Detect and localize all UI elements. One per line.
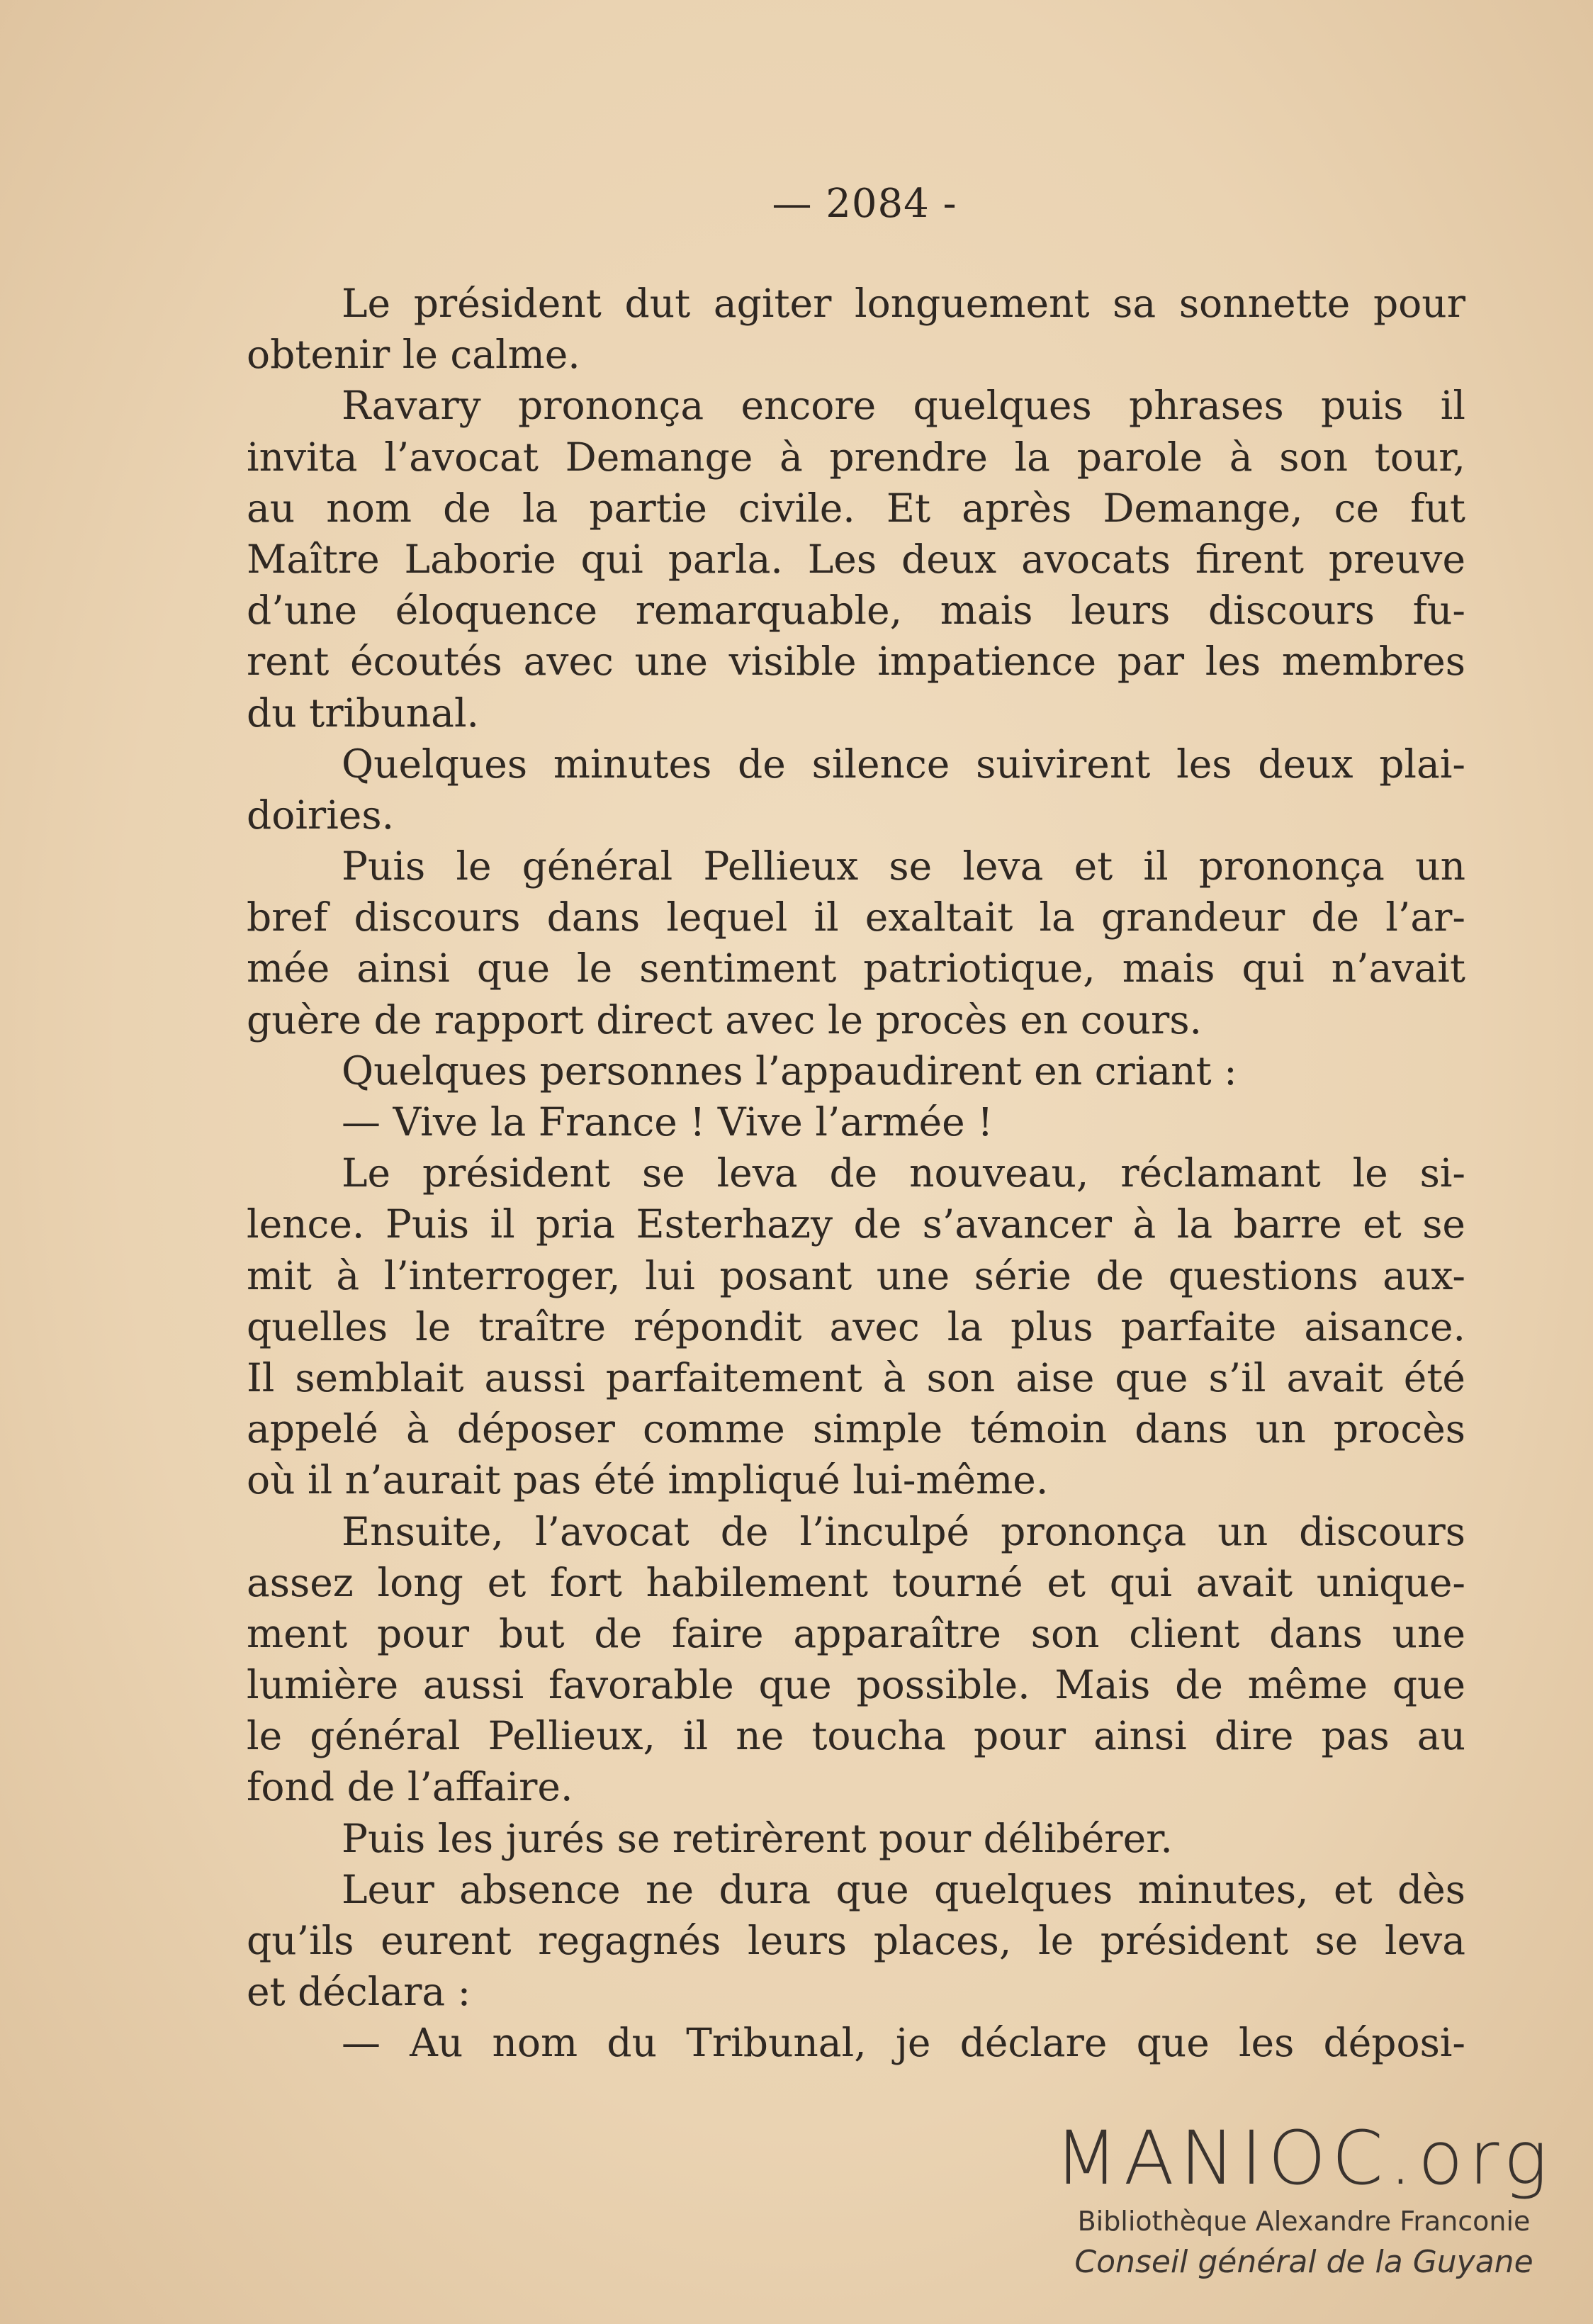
text-line: Puis le général Pellieux se leva et il prononça un [342,843,1465,889]
text-line: obtenir le calme. [247,332,580,378]
manioc-watermark [1042,2115,1566,2284]
manioc-logo: MANIOC.org [1054,2115,1553,2201]
text-line: quelles le traître répondit avec la plus parfaite aisance. [247,1303,1465,1349]
text-line: du tribunal. [247,690,480,736]
page-number: — 2084 - [772,181,957,227]
watermark-council: Conseil général de la Guyane [1074,2244,1533,2280]
text-line: mée ainsi que le sentiment patriotique, mais qui n’avait [247,945,1465,992]
text-line: Quelques minutes de silence suivirent les deux plai- [342,741,1465,787]
text-line: lence. Puis il pria Esterhazy de s’avancer à la barre et se [247,1201,1465,1247]
text-line: où il n’aurait pas été impliqué lui-même. [247,1457,1049,1503]
body-text [247,278,1465,2069]
text-line: rent écoutés avec une visible impatience par les membres [247,639,1465,685]
text-line: — Vive la France ! Vive l’armée ! [342,1099,993,1145]
text-line: qu’ils eurent regagnés leurs places, le président se leva [247,1918,1465,1963]
text-line: ment pour but de faire apparaître son client dans une [247,1610,1465,1656]
text-line: doiries. [247,792,395,838]
text-line: — Au nom du Tribunal, je déclare que les déposi- [342,2020,1465,2066]
text-line: Maître Laborie qui parla. Les deux avocats firent preuve [247,536,1465,582]
text-line: bref discours dans lequel il exaltait la grandeur de l’ar- [247,894,1465,941]
text-line: appelé à déposer comme simple témoin dans un procès [247,1406,1465,1452]
text-line: lumière aussi favorable que possible. Mais de même que [247,1662,1465,1708]
text-line: assez long et fort habilement tourné et qui avait unique- [247,1559,1465,1605]
text-line: mit à l’interroger, lui posant une série de questions aux- [247,1252,1465,1298]
text-line: Leur absence ne dura que quelques minutes, et dès [342,1866,1465,1912]
text-line: le général Pellieux, il ne toucha pour ainsi dire pas au [247,1713,1465,1759]
text-line: Il semblait aussi parfaitement à son aise que s’il avait été [247,1354,1465,1400]
text-line: invita l’avocat Demange à prendre la parole à son tour, [247,434,1465,480]
text-line: Puis les jurés se retirèrent pour délibérer. [342,1815,1173,1861]
text-line: Ravary prononça encore quelques phrases puis il [342,383,1465,429]
text-line: d’une éloquence remarquable, mais leurs discours fu- [247,588,1465,634]
text-line: guère de rapport direct avec le procès en cours. [247,997,1203,1043]
text-line: Ensuite, l’avocat de l’inculpé prononça un discours [342,1508,1465,1554]
text-line: Quelques personnes l’appaudirent en criant : [342,1048,1237,1094]
text-line: et déclara : [247,1969,471,2015]
text-line: au nom de la partie civile. Et après Demange, ce fut [247,485,1465,531]
text-line: Le président se leva de nouveau, réclamant le si- [342,1150,1465,1196]
text-line: Le président dut agiter longuement sa sonnette pour [342,281,1465,326]
watermark-library: Bibliothèque Alexandre Franconie [1077,2206,1531,2237]
text-line: fond de l’affaire. [247,1764,573,1810]
